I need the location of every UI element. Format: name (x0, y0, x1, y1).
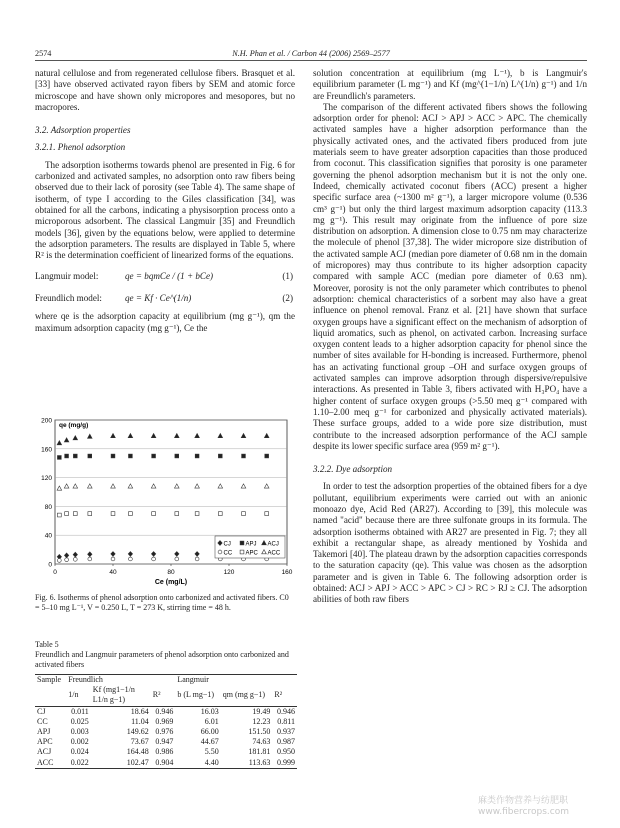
equation-formula: qe = Kf · Ce^(1/n) (125, 293, 192, 304)
legend-label: APC (245, 550, 258, 557)
table-cell: 0.946 (277, 706, 295, 716)
equation-number: (2) (282, 293, 293, 304)
table-cell: 164.48 (126, 747, 149, 757)
table-cell: 0.946 (155, 706, 174, 716)
left-column (35, 68, 295, 334)
data-point-apj (57, 456, 61, 460)
table-cell: 0.002 (70, 737, 89, 747)
table-row (35, 727, 297, 737)
table-header: b (L mg−1) (175, 685, 220, 706)
paragraph: solution concentration at equilibrium (mg L⁻¹), b is Langmuir's equilibrium parameter (L mg⁻¹) and Kf (mg^(1−1/n) L^(1/n) g⁻¹) and 1/n are Freundlich's parameters. (313, 68, 587, 101)
table-header: Kf (mg1−1/n L1/n g−1) (91, 685, 151, 706)
equation-number: (1) (282, 271, 293, 282)
table-5 (35, 674, 297, 769)
table-cell: 0.986 (155, 747, 174, 757)
data-point-cc (175, 557, 179, 561)
data-point-apj (73, 454, 77, 458)
y-tick-label: 120 (41, 475, 52, 483)
equation-formula: qe = bqmCe / (1 + bCe) (125, 271, 214, 282)
data-point-apj (218, 454, 222, 458)
table-cell: 113.63 (221, 758, 273, 769)
equation-langmuir (35, 265, 295, 287)
data-point-apc (265, 512, 269, 516)
table-cell: 0.987 (277, 737, 295, 747)
y-tick-label: 200 (41, 417, 52, 425)
table-cell: 0.024 (70, 747, 89, 757)
data-point-cc (73, 557, 77, 561)
data-point-cc (129, 557, 133, 561)
figure-caption: Fig. 6. Isotherms of phenol adsorption onto carbonized and activated fibers. C0 = 5–10 mg L⁻¹, V = 0.250 L, T = 273 K, stirring time = 48 h. (35, 593, 289, 612)
table-cell: 5.50 (204, 747, 219, 757)
table-cell: 0.811 (277, 716, 295, 726)
table-cell: CC (37, 716, 48, 726)
table-cell: 0.937 (277, 727, 295, 737)
table-cell: 19.49 (252, 706, 271, 716)
table-row (35, 737, 297, 747)
data-point-apc (195, 512, 199, 516)
equation-label: Freundlich model: (35, 293, 102, 304)
x-tick-label: 120 (223, 569, 235, 576)
table-cell: 0.969 (155, 716, 174, 726)
data-point-apj (265, 454, 269, 458)
data-point-cc (195, 557, 199, 561)
legend-marker (240, 541, 244, 545)
figure-6-chart (35, 412, 297, 590)
table-header: R² (272, 685, 297, 706)
data-point-apj (152, 454, 156, 458)
table-cell: 181.81 (248, 747, 271, 757)
table-cell: 151.50 (248, 727, 271, 737)
table-cell: 0.904 (151, 758, 176, 769)
legend-marker (218, 550, 222, 554)
legend-label: ACC (267, 550, 281, 557)
table-cell: 12.23 (252, 716, 271, 726)
table-cell: 0.947 (155, 737, 174, 747)
data-point-cc (111, 557, 115, 561)
table-row (35, 747, 297, 757)
data-point-apc (111, 512, 115, 516)
data-point-apc (73, 512, 77, 516)
table-header: R² (151, 685, 176, 706)
equation-freundlich (35, 291, 295, 307)
data-point-apc (152, 512, 156, 516)
table-header: qm (mg g−1) (221, 685, 273, 706)
data-point-apj (175, 454, 179, 458)
table-caption: Freundlich and Langmuir parameters of phenol adsorption onto carbonized and activated fibers (35, 650, 289, 669)
header-rule (35, 60, 587, 61)
data-point-apc (175, 512, 179, 516)
table-cell: 66.00 (200, 727, 219, 737)
data-point-apj (242, 454, 246, 458)
y-tick-label: 40 (44, 532, 52, 540)
subsection-heading: 3.2.1. Phenol adsorption (35, 142, 126, 153)
table-header: Langmuir (175, 675, 297, 686)
y-tick-label: 160 (41, 446, 52, 454)
table-cell: 18.64 (130, 706, 149, 716)
paragraph: natural cellulose and from regenerated cellulose fibers. Brasquet et al. [33] have observed activated rayon fibers by SEM and atomic force microscope and have shown only micropores and mesopores, but no macropores. (35, 68, 295, 112)
table-cell: 102.47 (91, 758, 151, 769)
table-cell: 44.67 (200, 737, 219, 747)
x-axis-label: Ce (mg/L) (154, 579, 188, 586)
section-heading: 3.2. Adsorption properties (35, 125, 131, 136)
data-point-apc (218, 512, 222, 516)
table-header: Freundlich (66, 675, 175, 686)
paragraph: The adsorption isotherms towards phenol are presented in Fig. 6 for carbonized and activated samples, no adsorption onto raw fibers being observed due to their lack of porosity (see Table 4). The same shape of isotherm, of type I according to the Giles classification [34], was obtained for all the carbons, indicating a physisorption process onto a microporous adsorbent. The classical Langmuir [35] and Freundlich models [36], given by the equations below, were applied to determine the adsorption parameters. The results are displayed in Table 5, where R² is the determination coefficient of linearized forms of the equations. (35, 159, 295, 261)
table-cell: 0.950 (277, 747, 295, 757)
data-point-apc (65, 512, 69, 516)
data-point-apj (129, 454, 133, 458)
table-cell: ACJ (37, 747, 52, 757)
table-cell: 0.022 (66, 758, 91, 769)
table-cell: 4.40 (175, 758, 220, 769)
table-cell: 0.976 (155, 727, 174, 737)
legend-label: CC (223, 550, 233, 557)
table-cell: 73.67 (130, 737, 149, 747)
table-row (35, 717, 297, 727)
legend-label: ACJ (267, 541, 279, 548)
data-point-cc (152, 557, 156, 561)
data-point-apc (129, 512, 133, 516)
table-cell: 149.62 (126, 727, 149, 737)
equation-label: Langmuir model: (35, 271, 99, 282)
table-header: 1/n (66, 685, 91, 706)
data-point-apj (111, 454, 115, 458)
data-point-apc (88, 512, 92, 516)
data-point-cc (88, 557, 92, 561)
table-cell: 16.03 (200, 706, 219, 716)
x-tick-label: 0 (53, 569, 57, 576)
table-cell: APC (37, 737, 53, 747)
data-point-apj (195, 454, 199, 458)
table-label: Table 5 (35, 640, 59, 649)
y-tick-label: 80 (44, 503, 52, 511)
data-point-apc (57, 513, 61, 517)
table-row (35, 706, 297, 717)
paragraph: where qe is the adsorption capacity at equilibrium (mg g⁻¹), qm the maximum adsorption capacity (mg g⁻¹), Ce the (35, 311, 295, 333)
table-cell: 11.04 (131, 716, 149, 726)
table-cell: 74.63 (252, 737, 271, 747)
table-header: Sample (35, 675, 66, 686)
x-tick-label: 160 (281, 569, 293, 576)
table-cell: 0.011 (71, 706, 89, 716)
x-tick-label: 80 (167, 569, 175, 576)
legend-label: APJ (245, 541, 257, 548)
table-cell: CJ (37, 706, 46, 716)
legend-label: CJ (223, 541, 231, 548)
y-tick-label: 0 (48, 561, 52, 569)
data-point-apj (65, 454, 69, 458)
data-point-apc (242, 512, 246, 516)
watermark: 麻类作物营养与纺肥职 www.fibercrops.com (478, 796, 569, 817)
paragraph: In order to test the adsorption properties of the obtained fibers for a dye pollutant, equilibrium experiments were carried out with an anionic monoazo dye, Acid Red (AR27). According to [39], this molecule was named "acid" because there are three sulfonate groups in its formula. The adsorption isotherms obtained with AR27 are presented in Fig. 7; they all exhibit a rectangular shape, as already mentioned by Yoshida and Takemori [40]. The plateau drawn by the adsorption capacities corresponds to the saturation capacity (qe). This value was chosen as the adsorption parameter and is given in Table 6. The following adsorption order is obtained: ACJ > APJ > ACC > APC > CJ > RC > RJ ≥ CJ. The adsorption abilities of both raw fibers (313, 481, 587, 605)
right-column (313, 68, 587, 606)
table-5-title (35, 640, 295, 670)
table-cell: ACC (35, 758, 66, 769)
legend-marker (240, 550, 244, 554)
journal-citation: N.H. Phan et al. / Carbon 44 (2006) 2569–2577 (232, 49, 390, 58)
data-point-cc (57, 559, 61, 563)
y-axis-label: qe (mg/g) (59, 422, 89, 429)
table-row (35, 758, 297, 769)
paragraph: The comparison of the different activated fibers shows the following adsorption order for phenol: ACJ > APJ > ACC > APC. The chemically activated samples have a higher adsorption performance than the physically activated ones, and the activated fibers produced from jute materials seem to have greater adsorption capacities than those produced from coconut. This classification signifies that porosity is one parameter governing the phenol adsorption mechanism but it is not the only one. Indeed, chemically activated coconut fibers (ACC) present a higher specific surface area (~1300 m² g⁻¹), a larger micropore volume (0.536 cm³ g⁻¹) but only the third largest maximum adsorption capacity (113.3 mg g⁻¹). This result may originate from the influence of pore size distribution on adsorption. A dimension close to 0.75 nm may characterize the molecule of phenol [37,38]. The wider micropore size distribution of the activated sample ACJ (median pore diameter of 0.68 nm in the domain of micropores) may thus contribute to its higher adsorption capacity compared with sample ACC (median pore diameter of 0.63 nm). Moreover, porosity is not the only parameter which contributes to phenol adsorption: chemical characteristics of a sorbent may also have a great influence on phenol removal. Franz et al. [21] have shown that surface oxygen groups have a significant effect on the mechanism of adsorption of liquid aromatics, such as phenol, on activated carbon. Increasing surface oxygen content leads to a higher adsorption capacity for phenol since the number of sites available for H-bonding is increased. Furthermore, phenol has an activating functional group –OH and surface oxygen groups of activated samples can improve adsorption through dispersive/repulsive interactions. As presented in Table 3, fibers activated with H₃PO₄ have a higher content of surface oxygen groups (>5.50 meq g⁻¹ compared with 1.10–2.00 meq g⁻¹ for carbonized and physically activated materials). These surface groups, added to a wide pore size distribution, must contribute to the increased adsorption performance of the ACJ sample despite its lower specific surface area (959 m² g⁻¹). (313, 101, 587, 451)
table-cell: 0.999 (272, 758, 297, 769)
table-cell: APJ (37, 727, 51, 737)
table-cell: 6.01 (204, 716, 219, 726)
x-tick-label: 40 (109, 569, 117, 576)
table-cell: 0.003 (70, 727, 89, 737)
page-number: 2574 (35, 49, 52, 58)
table-cell: 0.025 (70, 716, 89, 726)
data-point-cc (65, 558, 69, 562)
subsection-heading: 3.2.2. Dye adsorption (313, 464, 393, 475)
data-point-apj (88, 454, 92, 458)
